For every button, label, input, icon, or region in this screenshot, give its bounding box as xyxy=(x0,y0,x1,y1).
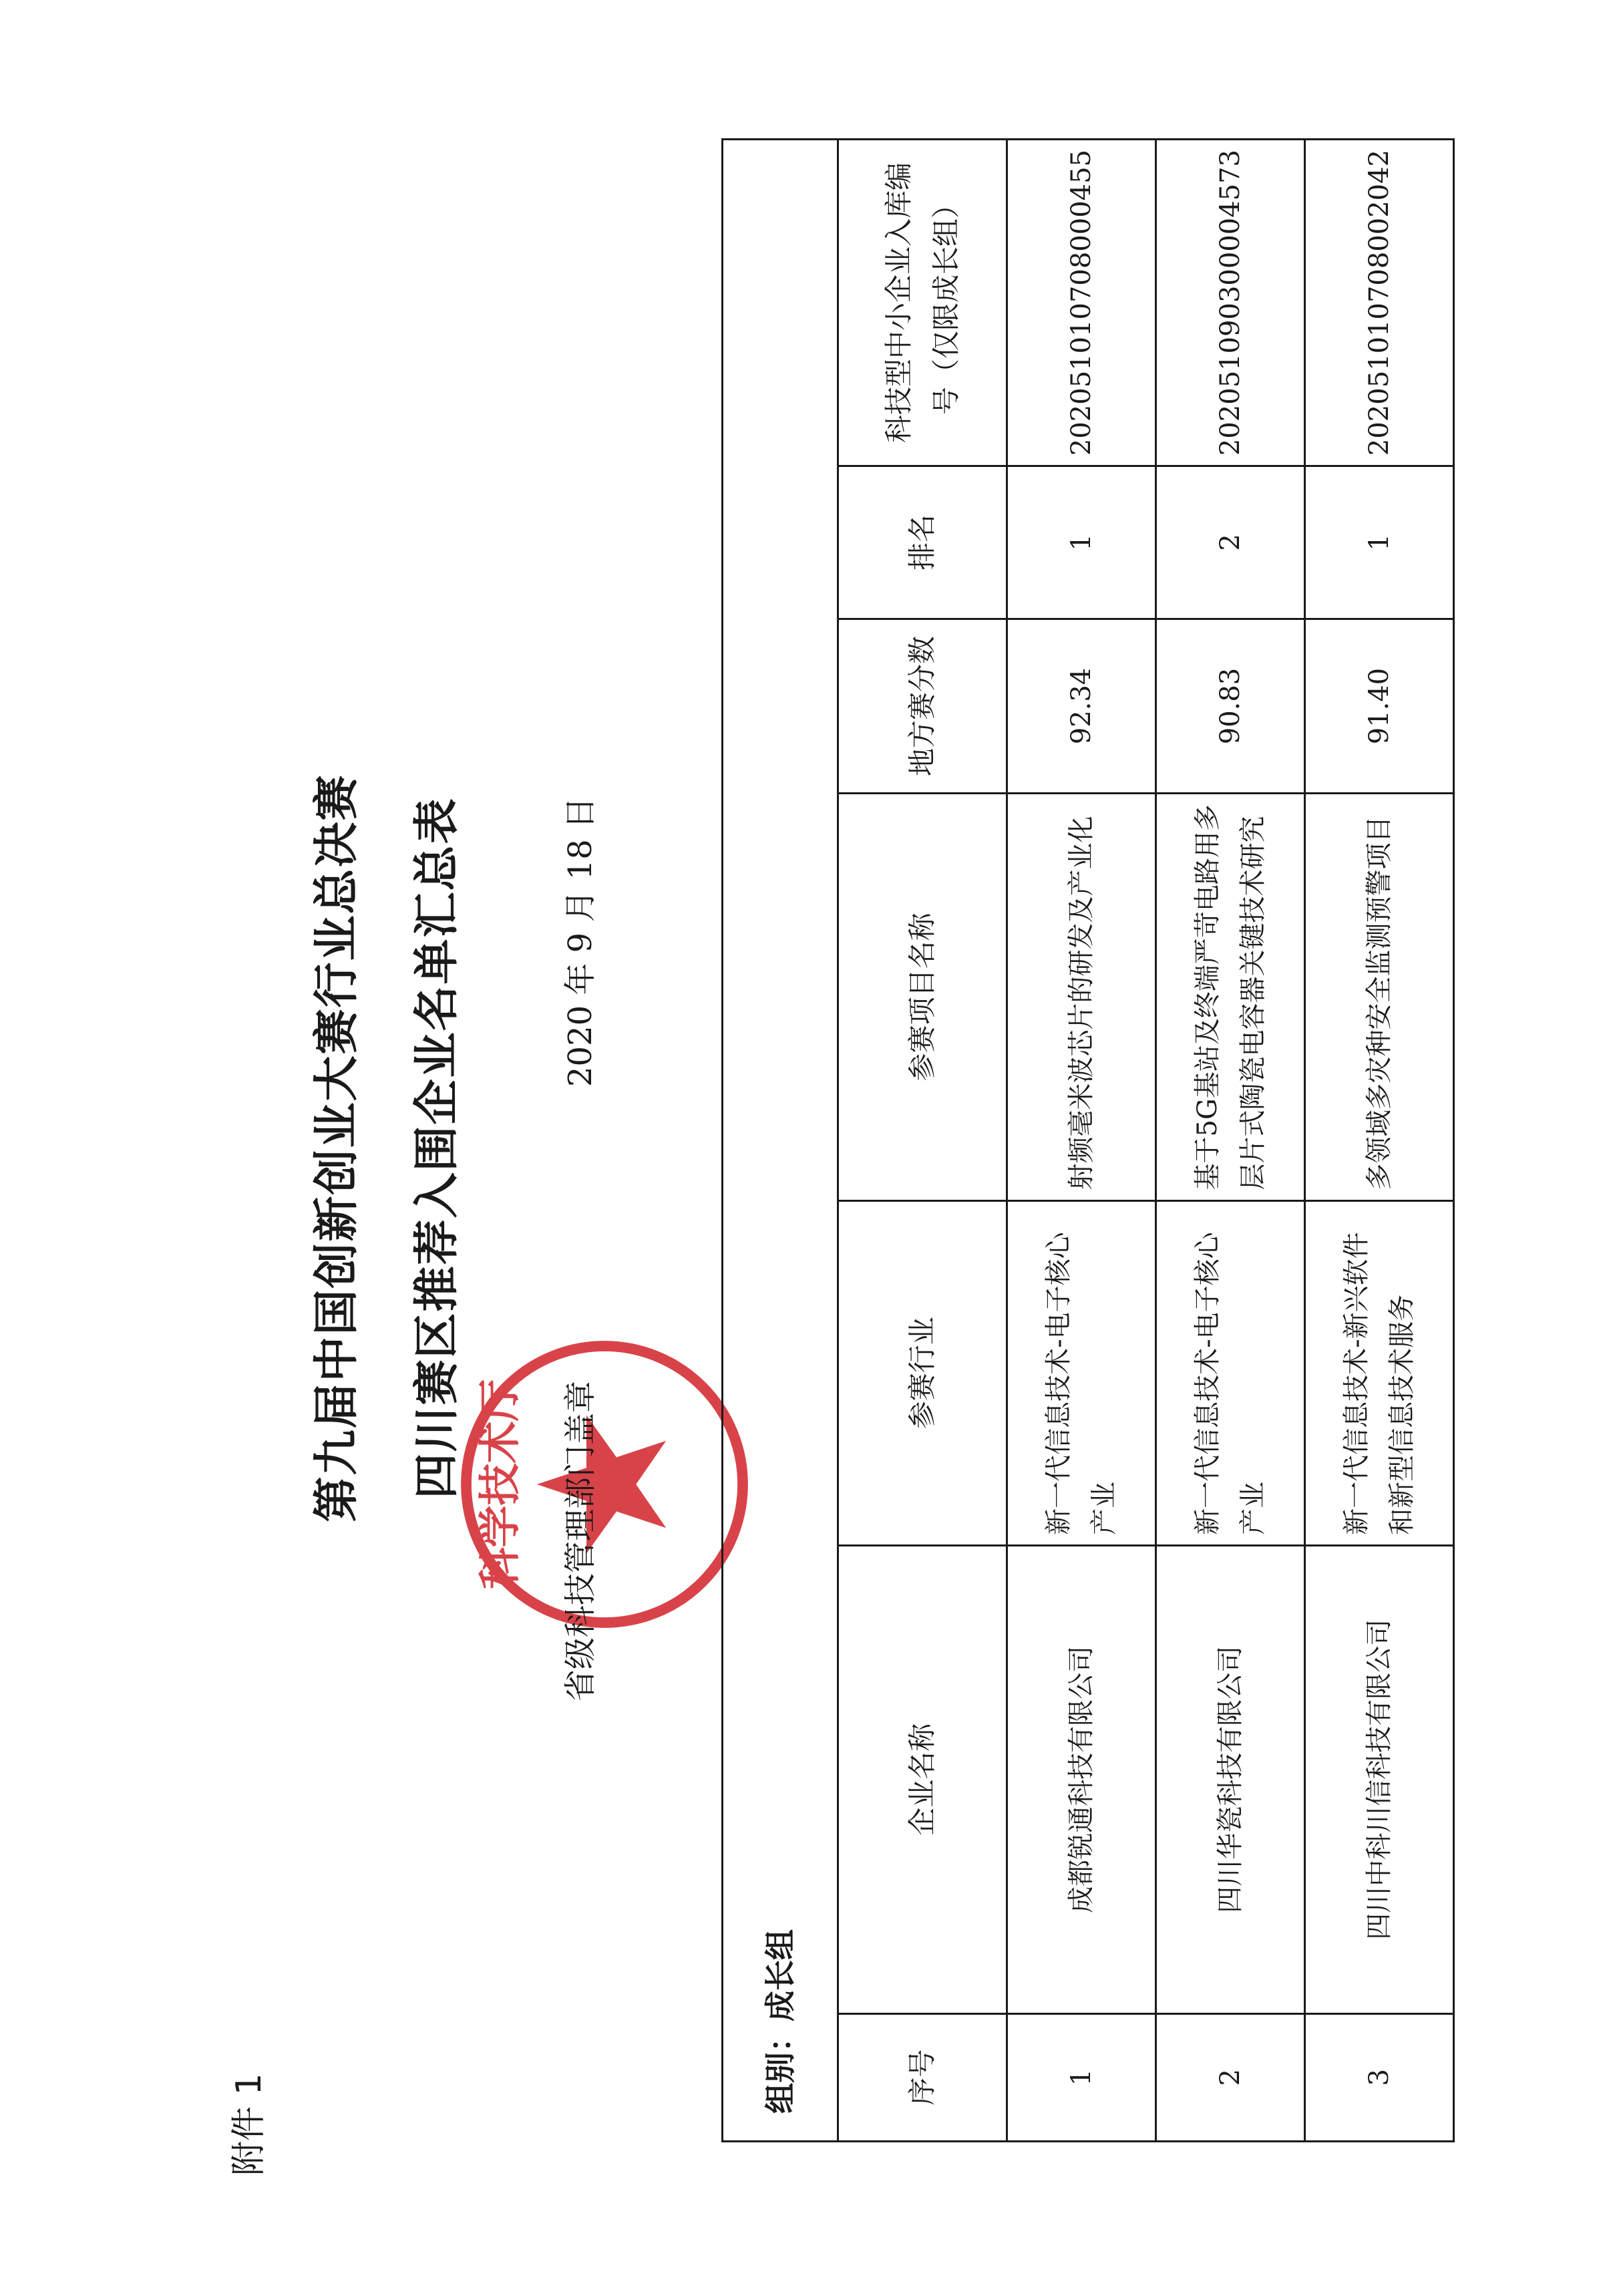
header-no: 序号 xyxy=(838,2013,1007,2141)
table-row xyxy=(1305,140,1454,2142)
attachment-label: 附件 1 xyxy=(229,2073,269,2176)
header-rank: 排名 xyxy=(838,466,1007,619)
header-industry: 参赛行业 xyxy=(838,1200,1007,1545)
row-industry: 新一代信息技术-新兴软件和新型信息技术服务 xyxy=(1305,1200,1454,1545)
row-project: 多领域多灾种安全监测预警项目 xyxy=(1305,794,1454,1200)
row-company: 四川华瓷科技有限公司 xyxy=(1156,1545,1305,2013)
row-no: 3 xyxy=(1305,2013,1454,2141)
page-title: 第九届中国创新创业大赛行业总决赛 xyxy=(311,774,363,1522)
row-rank: 1 xyxy=(1305,466,1454,619)
row-company: 成都锐通科技有限公司 xyxy=(1007,1545,1156,2013)
row-industry: 新一代信息技术-电子核心产业 xyxy=(1156,1200,1305,1545)
row-rank: 1 xyxy=(1007,466,1156,619)
row-project: 射频毫米波芯片的研发及产业化 xyxy=(1007,794,1156,1200)
seal-caption: 省级科技管理部门盖章 xyxy=(562,1380,599,1701)
table-row xyxy=(1156,140,1305,2142)
header-score: 地方赛分数 xyxy=(838,619,1007,794)
group-label: 组别：成长组 xyxy=(723,140,838,2142)
row-no: 1 xyxy=(1007,2013,1156,2141)
header-row xyxy=(838,140,1007,2142)
header-project: 参赛项目名称 xyxy=(838,794,1007,1200)
header-company: 企业名称 xyxy=(838,1545,1007,2013)
row-project: 基于5G基站及终端严苛电路用多层片式陶瓷电容器关键技术研究 xyxy=(1156,794,1305,1200)
seal-text: 科学技术厅 xyxy=(475,1379,524,1590)
row-rank: 2 xyxy=(1156,466,1305,619)
row-code: 202051090300004573 xyxy=(1156,140,1305,466)
row-score: 92.34 xyxy=(1007,619,1156,794)
row-score: 91.40 xyxy=(1305,619,1454,794)
enterprise-table xyxy=(721,138,1455,2142)
page-subtitle: 四川赛区推荐入围企业名单汇总表 xyxy=(411,797,464,1499)
row-company: 四川中科川信科技有限公司 xyxy=(1305,1545,1454,2013)
header-code: 科技型中小企业入库编号（仅限成长组） xyxy=(838,140,1007,466)
table-row xyxy=(1007,140,1156,2142)
row-code: 20205101070800045​5 xyxy=(1007,140,1156,466)
date: 2020 年 9 月 18 日 xyxy=(562,796,599,1087)
official-seal xyxy=(454,1334,755,1635)
row-score: 90.83 xyxy=(1156,619,1305,794)
row-industry: 新一代信息技术-电子核心产业 xyxy=(1007,1200,1156,1545)
row-no: 2 xyxy=(1156,2013,1305,2141)
row-code: 202051010708002042 xyxy=(1305,140,1454,466)
